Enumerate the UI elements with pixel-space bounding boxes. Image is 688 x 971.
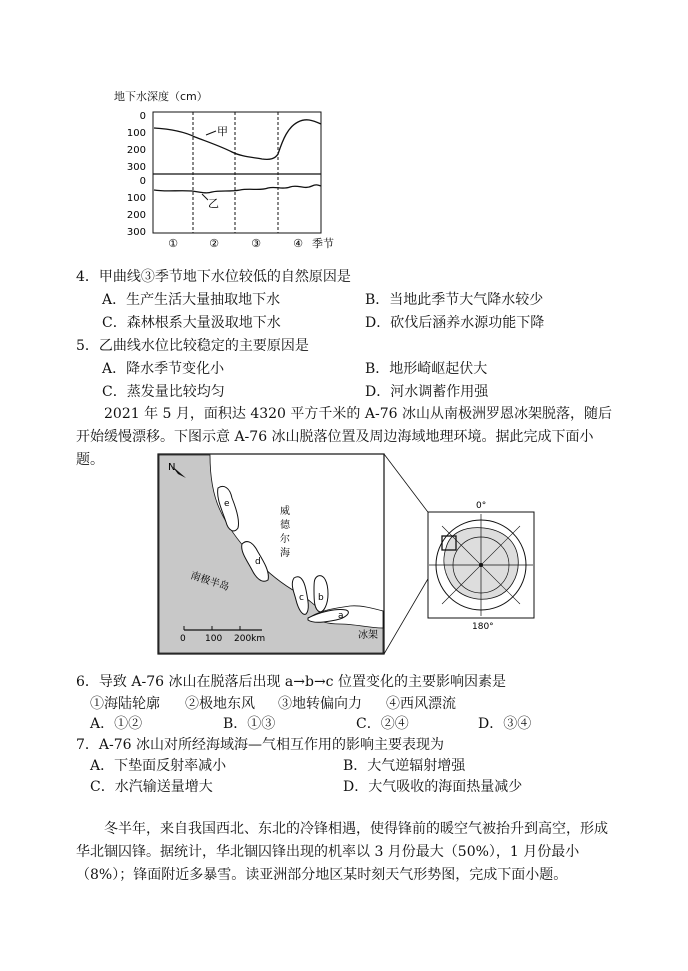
- q6-factor-2: ②极地东风: [185, 696, 255, 712]
- y-tick: 200: [126, 145, 146, 156]
- scale-tick: 100: [205, 634, 223, 644]
- iceberg-map: [150, 448, 550, 658]
- intro-paragraph-front-line3: （8%）；锋面附近多暴雪。读亚洲部分地区某时刻天气形势图，完成下面小题。: [76, 867, 568, 883]
- svg-text:c: c: [299, 593, 304, 603]
- q7-option-a[interactable]: A．下垫面反射率减小: [90, 758, 227, 774]
- q5-option-a[interactable]: A．降水季节变化小: [102, 361, 225, 377]
- peninsula-label: 南极半岛: [189, 570, 231, 594]
- q7-stem: 7．A-76 冰山对所经海域海—气相互作用的影响主要表现为: [76, 737, 445, 753]
- x-category: ④: [293, 237, 303, 250]
- series-yi-label: 乙: [208, 197, 219, 210]
- y-tick: 0: [139, 111, 146, 122]
- q5-option-d[interactable]: D．河水调蓄作用强: [365, 384, 489, 400]
- globe-bottom-label: 180°: [472, 622, 494, 632]
- q4-option-d[interactable]: D．砍伐后涵养水源功能下降: [365, 315, 545, 331]
- x-category: ②: [209, 237, 219, 250]
- series-yi-line: [154, 185, 321, 193]
- x-category: ①: [168, 237, 178, 250]
- intro-paragraph-iceberg: 2021 年 5 月，面积达 4320 平方千米的 A-76 冰山从南极洲罗恩冰架脱落，随后开始缓慢漂移。下图示意 A-76 冰山脱落位置及周边海域地理环境。据此完成下面小题。: [76, 406, 612, 468]
- sea-label: 海: [280, 548, 290, 559]
- q4-stem: 4．甲曲线③季节地下水位较低的自然原因是: [76, 269, 351, 285]
- svg-text:a: a: [338, 611, 344, 621]
- q6-stem: 6．导致 A-76 冰山在脱落后出现 a→b→c 位置变化的主要影响因素是: [76, 674, 506, 690]
- sea-label: 德: [280, 520, 290, 531]
- y-tick: 300: [126, 162, 146, 173]
- q6-option-b[interactable]: B．①③: [223, 716, 276, 732]
- svg-text:d: d: [255, 557, 261, 567]
- x-category: ③: [251, 237, 261, 250]
- svg-text:e: e: [224, 499, 230, 509]
- q5-option-c[interactable]: C．蒸发量比较均匀: [102, 384, 225, 400]
- q4-option-b[interactable]: B．当地此季节大气降水较少: [365, 292, 544, 308]
- scale-tick: 200km: [234, 634, 266, 644]
- sea-label: 威: [280, 506, 290, 517]
- iceberg-b: [314, 576, 328, 612]
- globe-top-label: 0°: [476, 501, 487, 511]
- q6-option-a[interactable]: A．①②: [90, 716, 143, 732]
- q6-option-c[interactable]: C．②④: [356, 716, 409, 732]
- intro-paragraph-front-line2: 华北锢囚锋。据统计，华北锢囚锋出现的机率以 3 月份最大（50%），1 月份最小: [76, 844, 580, 860]
- groundwater-chart: [100, 82, 350, 252]
- series-jia-line: [154, 120, 321, 160]
- y-tick: 0: [139, 176, 146, 187]
- q4-option-a[interactable]: A．生产生活大量抽取地下水: [102, 292, 281, 308]
- y-tick: 300: [126, 227, 146, 238]
- q5-stem: 5．乙曲线水位比较稳定的主要原因是: [76, 338, 309, 354]
- sea-label: 尔: [280, 534, 290, 545]
- y-tick: 100: [126, 193, 146, 204]
- x-axis-label: 季节: [312, 237, 334, 250]
- chart-title: 地下水深度（cm）: [114, 90, 208, 103]
- q6-factor-3: ③地转偏向力: [278, 696, 362, 712]
- y-tick: 100: [126, 128, 146, 139]
- north-label: N: [168, 462, 176, 473]
- q7-option-b[interactable]: B．大气逆辐射增强: [343, 758, 466, 774]
- svg-text:b: b: [318, 593, 324, 603]
- scale-tick: 0: [180, 634, 186, 644]
- shelf-label: 冰架: [358, 630, 378, 641]
- intro-paragraph-front-line1: 冬半年，来自我国西北、东北的冷锋相遇，使得锋前的暖空气被抬升到高空，形成: [104, 821, 608, 837]
- q6-option-d[interactable]: D．③④: [478, 716, 532, 732]
- series-jia-label: 甲: [217, 125, 228, 138]
- y-tick: 200: [126, 210, 146, 221]
- q7-option-c[interactable]: C．水汽输送量增大: [90, 779, 213, 795]
- q4-option-c[interactable]: C．森林根系大量汲取地下水: [102, 315, 281, 331]
- chart-frame: [153, 112, 321, 233]
- q6-factor-4: ④西风漂流: [386, 696, 456, 712]
- q7-option-d[interactable]: D．大气吸收的海面热量减少: [343, 779, 523, 795]
- q6-factor-1: ①海陆轮廓: [90, 696, 160, 712]
- series-jia-pointer: [206, 131, 216, 135]
- q5-option-b[interactable]: B．地形崎岖起伏大: [365, 361, 488, 377]
